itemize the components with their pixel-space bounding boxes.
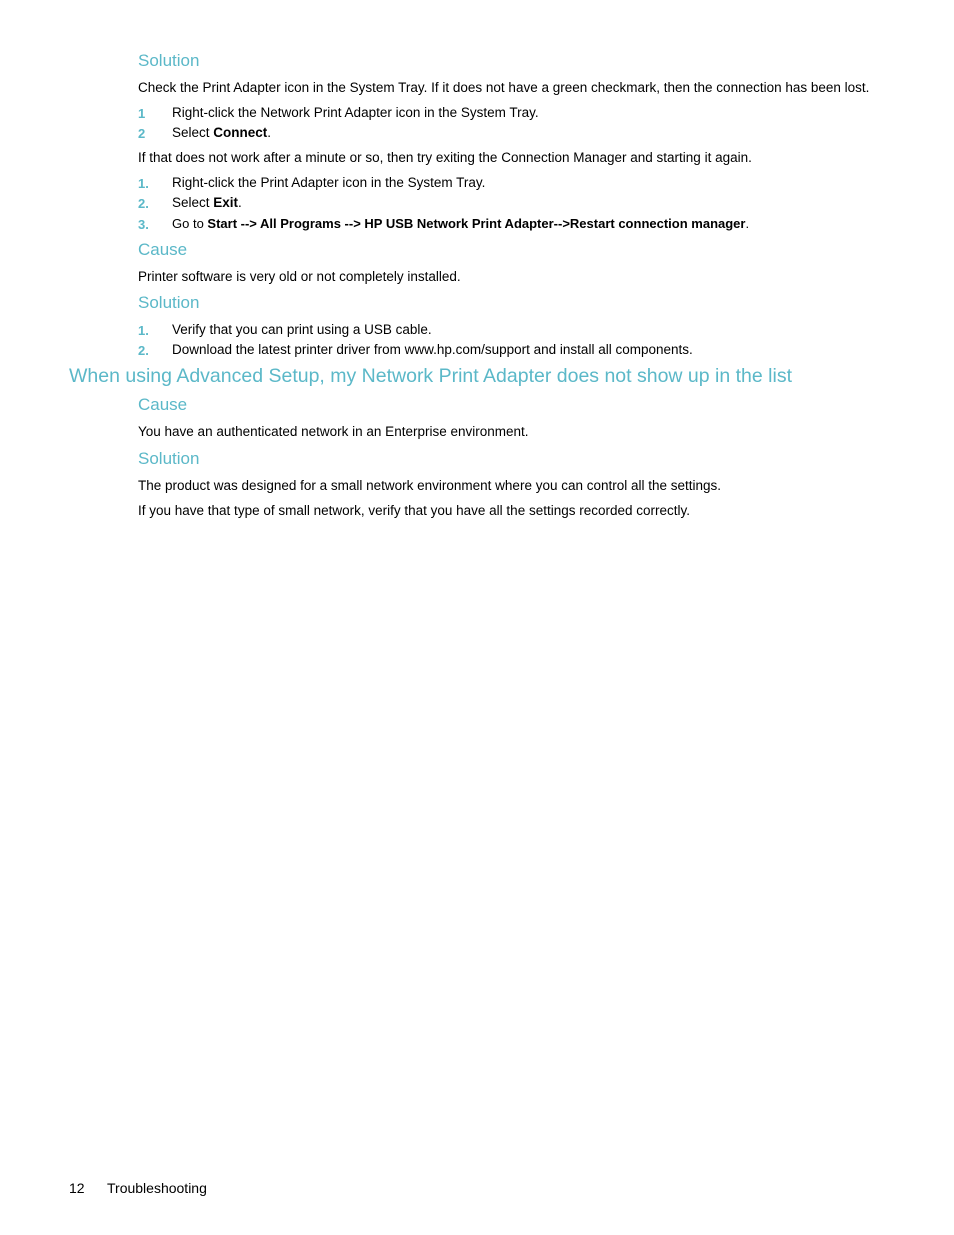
step-text: Verify that you can print using a USB cable. (172, 322, 432, 337)
solution-heading: Solution (138, 51, 200, 70)
solution-heading: Solution (138, 293, 200, 312)
fallback-paragraph: If that does not work after a minute or so, then try exiting the Connection Manager and starting it again. (138, 150, 752, 165)
chapter-title: Troubleshooting (107, 1180, 207, 1196)
step-text: Select Connect. (172, 125, 272, 140)
step-number: 1. (138, 176, 149, 191)
section-title: When using Advanced Setup, my Network Print Adapter does not show up in the list (69, 365, 792, 387)
cause-paragraph: You have an authenticated network in an Enterprise environment. (138, 424, 529, 439)
step-text: Download the latest printer driver from www.hp.com/support and install all components. (172, 342, 693, 357)
step-text: Right-click the Print Adapter icon in the System Tray. (172, 175, 486, 190)
cause-heading: Cause (138, 240, 188, 259)
solution-paragraph: The product was designed for a small network environment where you can control all the settings. (138, 478, 722, 493)
page-number: 12 (69, 1180, 85, 1196)
intro-paragraph: Check the Print Adapter icon in the System Tray. If it does not have a green checkmark, then the connection has been lost. (138, 80, 870, 95)
step-text: Go to Start --> All Programs --> HP USB Network Print Adapter-->Restart connection manager. (172, 216, 750, 231)
cause-heading: Cause (138, 395, 188, 414)
step-text: Select Exit. (172, 195, 242, 210)
step-number: 3. (138, 217, 149, 232)
step-number: 2. (138, 196, 149, 211)
step-number: 1 (138, 106, 146, 121)
solution-paragraph: If you have that type of small network, verify that you have all the settings recorded correctly. (138, 503, 691, 518)
cause-paragraph: Printer software is very old or not completely installed. (138, 269, 461, 284)
step-number: 1. (138, 323, 149, 338)
step-number: 2 (138, 126, 146, 141)
solution-heading: Solution (138, 449, 200, 468)
step-text: Right-click the Network Print Adapter icon in the System Tray. (172, 105, 539, 120)
step-number: 2. (138, 343, 149, 358)
